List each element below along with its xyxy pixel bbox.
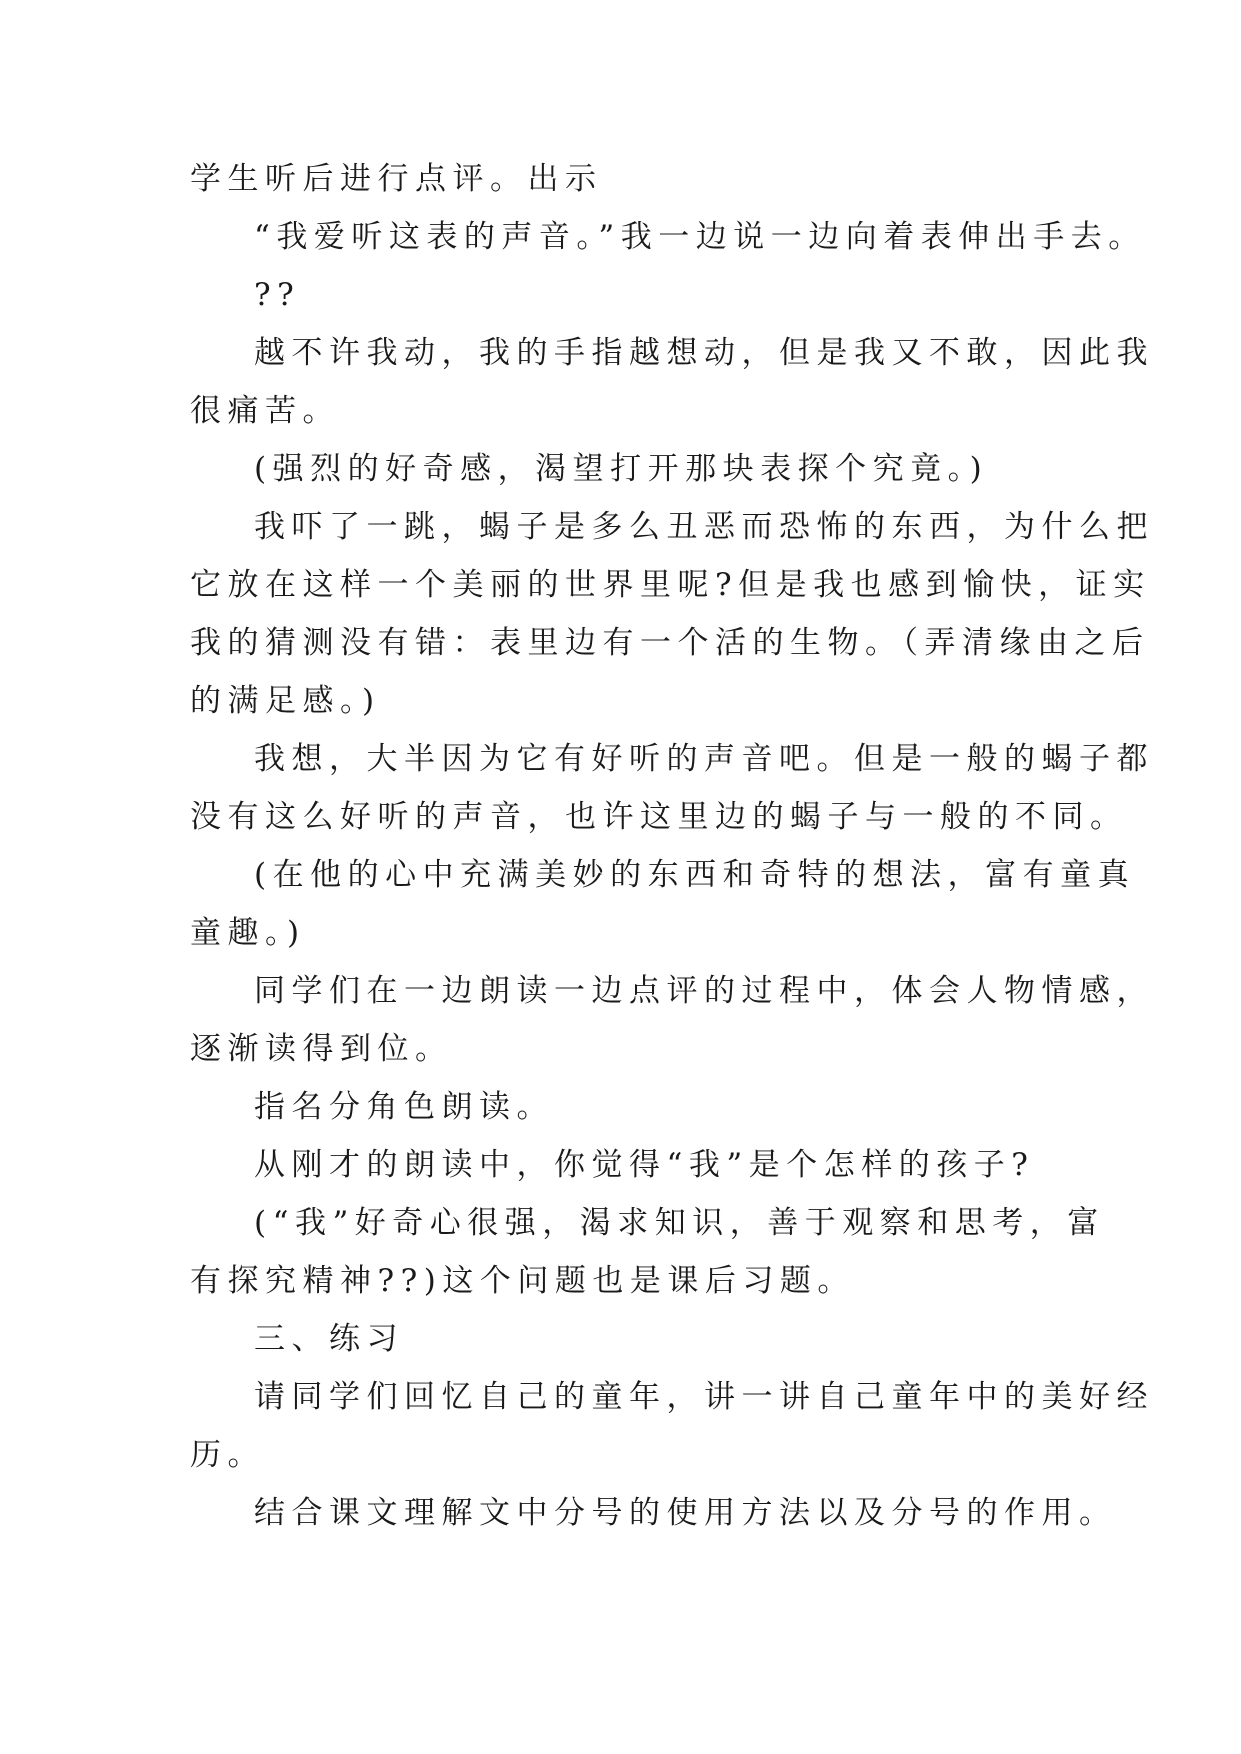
text-line: 请同学们回忆自己的童年，讲一讲自己童年中的美好经 [254, 1379, 1154, 1415]
text-line: 逐渐读得到位。 [190, 1031, 453, 1067]
text-line: 同学们在一边朗读一边点评的过程中，体会人物情感， [254, 973, 1154, 1009]
text-line: 三、练习 [254, 1321, 404, 1357]
text-line: 它放在这样一个美丽的世界里呢?但是我也感到愉快，证实 [190, 567, 1151, 603]
text-line: (在他的心中充满美妙的东西和奇特的想法，富有童真 [254, 857, 1136, 893]
text-line: 我想，大半因为它有好听的声音吧。但是一般的蝎子都 [254, 741, 1154, 777]
text-line: 很痛苦。 [190, 393, 340, 429]
text-line: ?? [254, 277, 301, 313]
text-line: (“我”好奇心很强，渴求知识，善于观察和思考，富 [254, 1205, 1105, 1241]
text-line: (强烈的好奇感，渴望打开那块表探个究竟。) [254, 451, 989, 487]
text-line: 历。 [190, 1437, 265, 1473]
text-line: 我的猜测没有错：表里边有一个活的生物。（弄清缘由之后 [190, 625, 1150, 661]
text-line: 有探究精神??)这个问题也是课后习题。 [190, 1263, 855, 1299]
text-line: 我吓了一跳，蝎子是多么丑恶而恐怖的东西，为什么把 [254, 509, 1154, 545]
text-line: 童趣。) [190, 915, 306, 951]
text-line: “我爱听这表的声音。”我一边说一边向着表伸出手去。 [254, 219, 1146, 255]
text-line: 学生听后进行点评。出示 [190, 161, 603, 197]
document-body [190, 150, 1154, 1542]
text-line: 越不许我动，我的手指越想动，但是我又不敢，因此我 [254, 335, 1154, 371]
text-line: 指名分角色朗读。 [254, 1089, 554, 1125]
text-line: 没有这么好听的声音，也许这里边的蝎子与一般的不同。 [190, 799, 1128, 835]
text-line: 的满足感。) [190, 683, 381, 719]
text-line: 从刚才的朗读中，你觉得“我”是个怎样的孩子? [254, 1147, 1035, 1183]
text-line: 结合课文理解文中分号的使用方法以及分号的作用。 [254, 1495, 1117, 1531]
